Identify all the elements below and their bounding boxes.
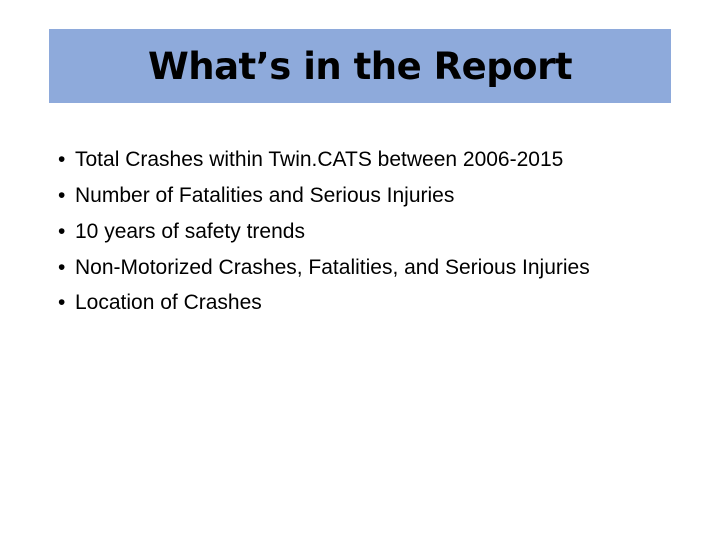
bullet-text: Number of Fatalities and Serious Injuries	[75, 184, 455, 207]
bullet-list	[58, 147, 708, 326]
bullet-icon: •	[58, 256, 66, 279]
bullet-text: Total Crashes within Twin.CATS between 2006-2015	[75, 148, 564, 171]
bullet-icon: •	[58, 220, 66, 243]
bullet-icon: •	[58, 148, 66, 171]
bullet-item-location	[58, 290, 708, 316]
title-bar	[49, 29, 671, 103]
bullet-icon: •	[58, 291, 66, 314]
bullet-item-total-crashes	[58, 147, 708, 173]
slide-title: What’s in the Report	[147, 44, 573, 88]
bullet-text: Location of Crashes	[75, 291, 262, 314]
bullet-text: 10 years of safety trends	[75, 220, 305, 243]
bullet-text: Non-Motorized Crashes, Fatalities, and Serious Injuries	[75, 256, 590, 279]
bullet-item-fatalities	[58, 183, 708, 209]
bullet-item-safety-trends	[58, 219, 708, 245]
bullet-item-non-motorized	[58, 255, 708, 281]
bullet-icon: •	[58, 184, 66, 207]
